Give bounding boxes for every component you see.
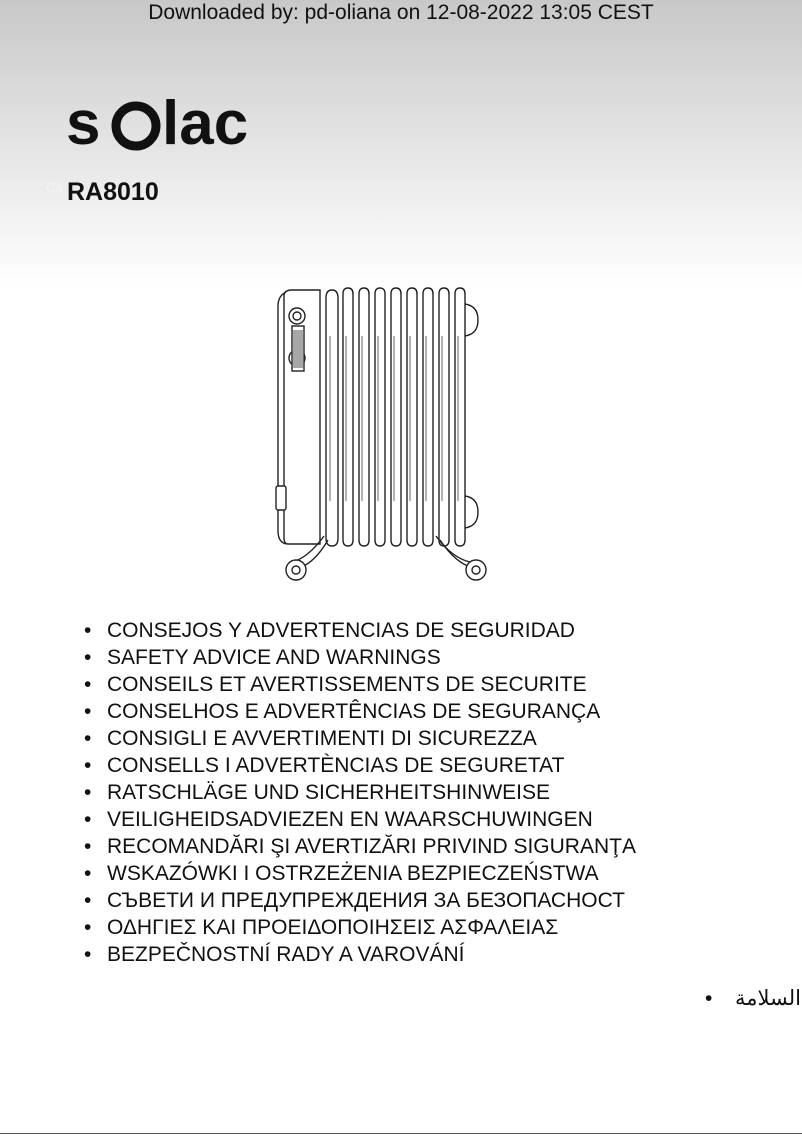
list-item-text: CONSEJOS Y ADVERTENCIAS DE SEGURIDAD xyxy=(107,619,575,642)
list-item-text: WSKAZÓWKI I OSTRZEŻENIA BEZPIECZEŃSTWA xyxy=(107,862,599,885)
bullet: • xyxy=(84,781,92,804)
bullet: • xyxy=(84,808,92,831)
bullet: • xyxy=(84,943,92,966)
bullet: • xyxy=(84,835,92,858)
solac-logo-icon xyxy=(66,92,271,158)
logo-letter-s: s xyxy=(66,92,101,158)
list-item xyxy=(84,617,636,644)
list-item-text: CONSIGLI E AVVERTIMENTI DI SICUREZZA xyxy=(107,727,537,750)
list-item xyxy=(84,725,636,752)
arabic-list-item xyxy=(705,986,801,1011)
list-item xyxy=(84,779,636,806)
bullet: • xyxy=(705,987,713,1010)
list-item xyxy=(84,806,636,833)
list-item xyxy=(84,644,636,671)
list-item-text: СЪВЕТИ И ПРЕДУПРЕЖДЕНИЯ ЗА БЕЗОПАСНОСТ xyxy=(107,889,625,912)
logo-letters-lac: lac xyxy=(162,92,249,158)
list-item-text: ΟΔΗΓΙΕΣ ΚΑΙ ΠΡΟΕΙΔΟΠΟΙΗΣΕΙΣ ΑΣΦΑΛΕΙΑΣ xyxy=(107,916,559,939)
bullet: • xyxy=(84,646,92,669)
bullet: • xyxy=(84,700,92,723)
list-item-text: BEZPEČNOSTNÍ RADY A VAROVÁNÍ xyxy=(107,943,465,966)
list-item xyxy=(84,860,636,887)
bullet: • xyxy=(84,619,92,642)
list-item-text: CONSEILS ET AVERTISSEMENTS DE SECURITE xyxy=(107,673,587,696)
bullet: • xyxy=(84,754,92,777)
bullet: • xyxy=(84,862,92,885)
model-prefix: Ca xyxy=(46,180,63,195)
bullet: • xyxy=(84,889,92,912)
oil-radiator-heater-icon xyxy=(268,286,498,586)
bullet: • xyxy=(84,673,92,696)
list-item xyxy=(84,752,636,779)
list-item-text: RATSCHLÄGE UND SICHERHEITSHINWEISE xyxy=(107,781,550,804)
download-note: Downloaded by: pd-oliana on 12-08-2022 13:05 CEST xyxy=(148,1,654,24)
list-item xyxy=(84,941,636,968)
list-item-text: CONSELHOS E ADVERTÊNCIAS DE SEGURANÇA xyxy=(107,700,601,723)
language-list xyxy=(84,617,636,968)
list-item-text: VEILIGHEIDSADVIEZEN EN WAARSCHUWINGEN xyxy=(107,808,593,831)
bullet: • xyxy=(84,727,92,750)
list-item xyxy=(84,914,636,941)
bottom-divider xyxy=(0,1133,802,1134)
bullet: • xyxy=(84,916,92,939)
list-item xyxy=(84,833,636,860)
list-item-text: CONSELLS I ADVERTÈNCIAS DE SEGURETAT xyxy=(107,754,565,777)
list-item-text: SAFETY ADVICE AND WARNINGS xyxy=(107,646,441,669)
model-code: RA8010 xyxy=(67,178,159,206)
list-item xyxy=(84,698,636,725)
arabic-item-text: السلامة xyxy=(735,987,802,1010)
logo-letter-o xyxy=(116,106,156,146)
list-item xyxy=(84,671,636,698)
list-item-text: RECOMANDĂRI ŞI AVERTIZĂRI PRIVIND SIGURANŢA xyxy=(107,835,636,858)
list-item xyxy=(84,887,636,914)
